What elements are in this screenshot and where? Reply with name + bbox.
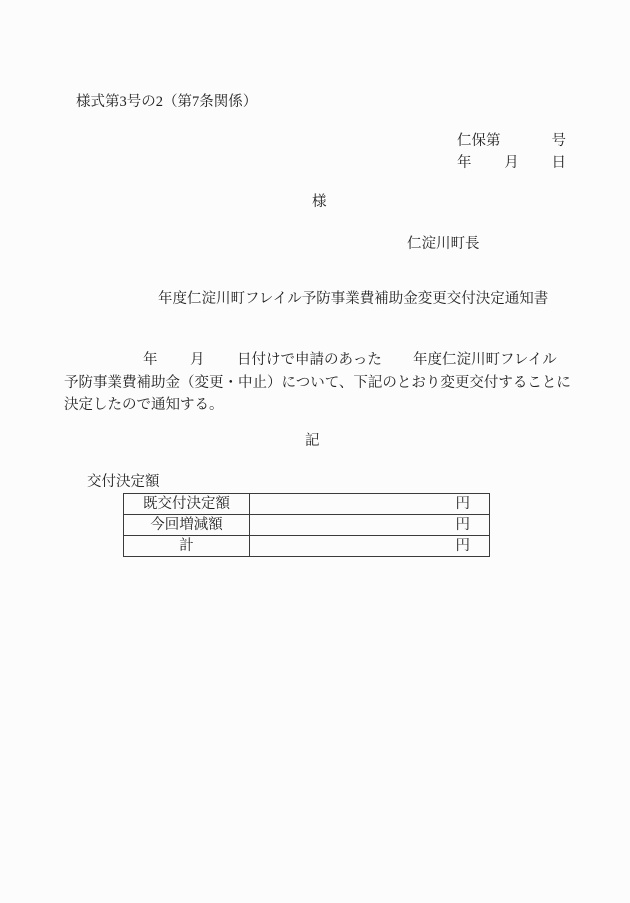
grant-table-row — [124, 494, 490, 515]
body-line-3: 決定したので通知する。 — [64, 397, 224, 413]
currency-unit-label: 円 — [455, 517, 470, 533]
body-line-1 — [0, 353, 630, 371]
doc-number-suffix: 号 — [551, 133, 566, 149]
grant-row-amount-cell — [250, 536, 490, 557]
grant-row-label: 計 — [124, 536, 250, 557]
doc-number-prefix: 仁保第 — [457, 133, 501, 149]
grant-section-label: 交付決定額 — [87, 474, 160, 490]
date-year-label: 年 — [457, 155, 472, 171]
date-day-label: 日 — [551, 155, 566, 171]
grant-table-row — [124, 536, 490, 557]
record-marker: 記 — [305, 433, 320, 449]
body-line1-fiscal: 年度仁淀川町フレイル — [413, 352, 557, 368]
grant-row-amount-cell — [250, 515, 490, 536]
grant-table-row — [124, 515, 490, 536]
grant-row-amount-cell — [250, 494, 490, 515]
date-line — [457, 156, 566, 172]
grant-row-label: 今回増減額 — [124, 515, 250, 536]
grant-table — [123, 493, 490, 557]
sender-title: 仁淀川町長 — [407, 236, 480, 252]
currency-unit-label: 円 — [455, 496, 470, 512]
currency-unit-label: 円 — [455, 538, 470, 554]
date-month-label: 月 — [504, 155, 519, 171]
body-month-label: 月 — [190, 352, 205, 368]
body-year-label: 年 — [143, 352, 158, 368]
document-title: 年度仁淀川町フレイル予防事業費補助金変更交付決定通知書 — [158, 291, 549, 307]
doc-number-line — [457, 134, 566, 150]
addressee-honorific: 様 — [312, 194, 327, 210]
form-number: 様式第3号の2（第7条関係） — [76, 94, 258, 110]
body-line1-text: 日付けで申請のあった — [237, 352, 382, 368]
body-line-2: 予防事業費補助金（変更・中止）について、下記のとおり変更交付することに — [64, 375, 571, 391]
grant-row-label: 既交付決定額 — [124, 494, 250, 515]
